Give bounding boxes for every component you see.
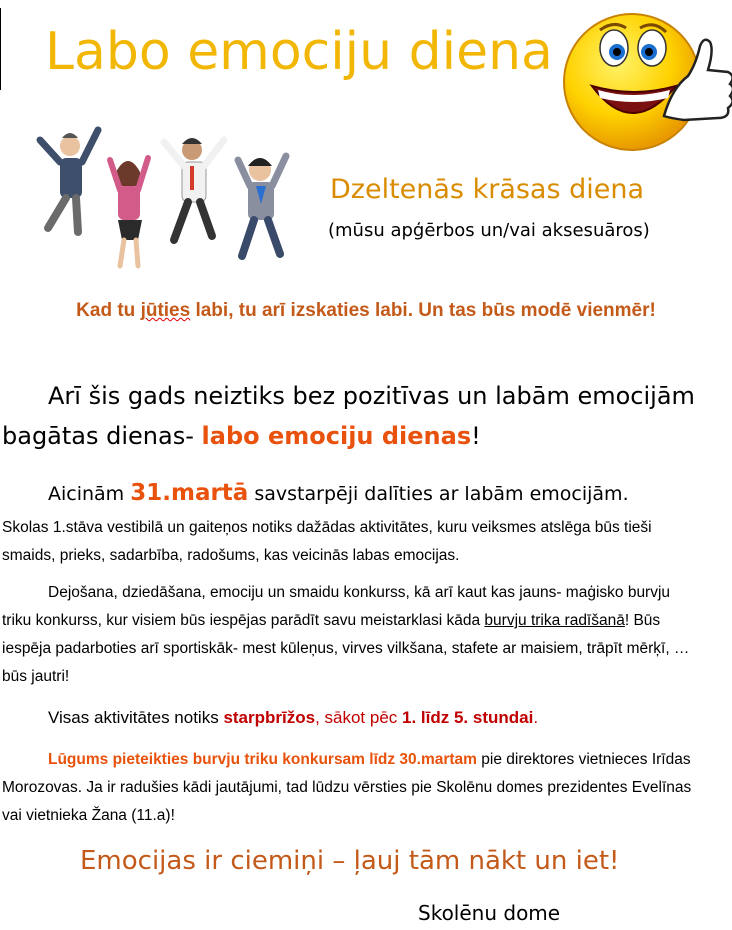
schedule-lessons: 1. līdz 5. stundai [402,708,534,727]
program-end: ! Būs iespēja padarboties arī sportiskāk- mest kūleņus, virves vilkšana, stafete ar maisiem, trāpīt mērķī, … būs jautri! [2,612,690,685]
invite-start: Aicinām [48,483,131,505]
schedule-line [48,704,538,732]
program-underlined: burvju trika radīšanā [484,612,625,629]
slogan-start: Kad tu [76,300,141,321]
jumping-people-illustration [28,120,318,272]
smiley-thumbs-up-icon [560,4,732,154]
subtitle: Dzeltenās krāsas diena [330,174,645,205]
closing-motto: Emocijas ir ciemiņi – ļauj tām nākt un iet! [80,846,620,876]
invite-line [48,480,629,506]
intro-highlight: labo emociju dienas [201,422,472,450]
text-cursor [0,8,1,90]
schedule-start: Visas aktivitātes notiks [48,708,224,727]
subtitle-note: (mūsu apģērbos un/vai aksesuāros) [328,220,650,241]
signup-paragraph [2,746,702,830]
schedule-breaks: starpbrīžos [223,708,316,727]
intro-text: Arī šis gads neiztiks bez pozitīvas un labām emocijām bagātas dienas- [2,382,695,450]
schedule-end: . [533,708,539,727]
page-title: Labo emociju diena [45,22,553,82]
intro-end: ! [471,422,481,450]
signup-rest: pie direktores vietnieces Irīdas Morozovas. Ja ir radušies kādi jautājumi, tad lūdzu vērsties pie Skolēnu domes prezidentes Evelīnas vai vietnieka Žana (11.a)! [2,751,692,824]
slogan [20,294,712,328]
invite-end: savstarpēji dalīties ar labām emocijām. [248,483,629,505]
program-paragraph [2,579,702,691]
signup-request: Lūgums pieteikties burvju triku konkursam līdz 30.martam [48,751,477,768]
signature: Skolēnu dome [418,901,561,925]
event-date: 31.martā [130,480,249,506]
slogan-spellcheck-word: jūties [140,300,191,321]
schedule-middle: , sākot pēc [315,708,403,727]
program-start: Dejošana, dziedāšana, emociju un smaidu konkurss, kā arī kaut kas jauns- maģisko burvju triku konkurss, kur visiem būs iespējas parādīt savu meistarklasi kāda [2,584,671,629]
slogan-end: labi, tu arī izskaties labi. Un tas būs modē vienmēr! [190,300,656,321]
intro-paragraph [2,376,722,456]
activities-paragraph: Skolas 1.stāva vestibilā un gaiteņos notiks dažādas aktivitātes, kuru veiksmes atslēga būs tieši smaids, prieks, sadarbība, radošums, kas veicinās labas emocijas. [2,519,652,564]
